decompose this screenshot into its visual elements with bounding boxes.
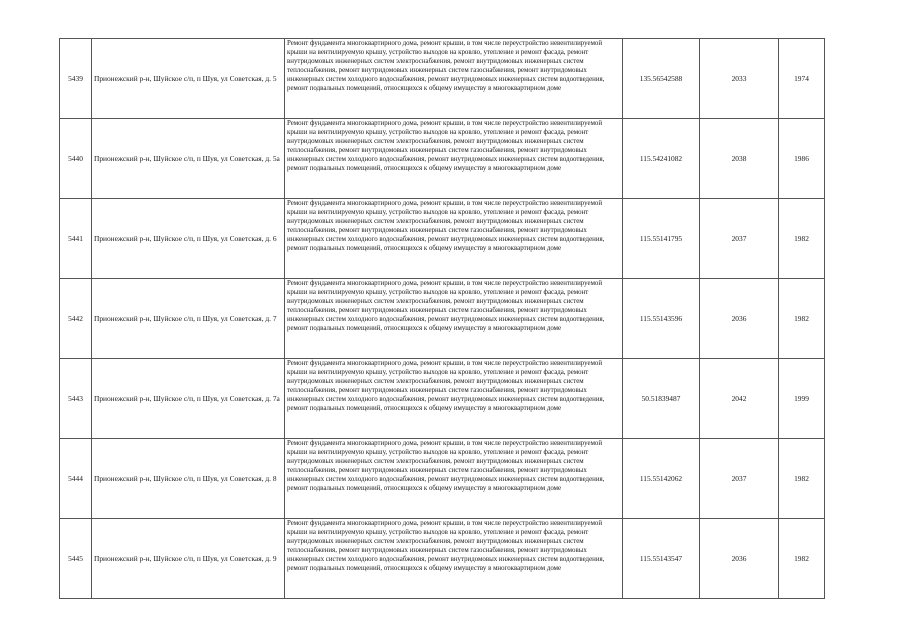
construction-year: 1974 xyxy=(779,39,825,119)
planned-year: 2038 xyxy=(700,119,779,199)
table-body xyxy=(60,39,825,599)
cost-value: 50.51839487 xyxy=(623,359,700,439)
construction-year: 1999 xyxy=(779,359,825,439)
row-number: 5444 xyxy=(60,439,92,519)
construction-year: 1986 xyxy=(779,119,825,199)
building-address: Прионежский р-н, Шуйское с/п, п Шуя, ул Советская, д. 5а xyxy=(92,119,285,199)
building-address: Прионежский р-н, Шуйское с/п, п Шуя, ул Советская, д. 8 xyxy=(92,439,285,519)
cost-value: 115.55141795 xyxy=(623,199,700,279)
planned-year: 2042 xyxy=(700,359,779,439)
repair-works: Ремонт фундамента многоквартирного дома, ремонт крыши, в том числе переустройство невентилируемой крыши на вентилируемую крышу, устройство выходов на кровлю, утепление и ремонт фасада, ремонт внутридомовых инженерных систем электроснабжения, ремонт внутридомовых инженерных систем теплоснабжения, ремонт внутридомовых инженерных систем газоснабжения, ремонт внутридомовых инженерных систем холодного водоснабжения, ремонт внутридомовых инженерных систем водоотведения, ремонт подвальных помещений, относящихся к общему имуществу в многоквартирном доме xyxy=(285,519,623,599)
cost-value: 115.54241082 xyxy=(623,119,700,199)
repair-schedule-table xyxy=(59,38,825,599)
repair-works: Ремонт фундамента многоквартирного дома, ремонт крыши, в том числе переустройство невентилируемой крыши на вентилируемую крышу, устройство выходов на кровлю, утепление и ремонт фасада, ремонт внутридомовых инженерных систем электроснабжения, ремонт внутридомовых инженерных систем теплоснабжения, ремонт внутридомовых инженерных систем газоснабжения, ремонт внутридомовых инженерных систем холодного водоснабжения, ремонт внутридомовых инженерных систем водоотведения, ремонт подвальных помещений, относящихся к общему имуществу в многоквартирном доме xyxy=(285,279,623,359)
building-address: Прионежский р-н, Шуйское с/п, п Шуя, ул Советская, д. 9 xyxy=(92,519,285,599)
construction-year: 1982 xyxy=(779,519,825,599)
table-row xyxy=(60,199,825,279)
construction-year: 1982 xyxy=(779,439,825,519)
row-number: 5440 xyxy=(60,119,92,199)
cost-value: 115.55143547 xyxy=(623,519,700,599)
table-row xyxy=(60,39,825,119)
planned-year: 2033 xyxy=(700,39,779,119)
cost-value: 115.55142062 xyxy=(623,439,700,519)
planned-year: 2037 xyxy=(700,439,779,519)
building-address: Прионежский р-н, Шуйское с/п, п Шуя, ул Советская, д. 7а xyxy=(92,359,285,439)
table-row xyxy=(60,279,825,359)
row-number: 5445 xyxy=(60,519,92,599)
building-address: Прионежский р-н, Шуйское с/п, п Шуя, ул Советская, д. 5 xyxy=(92,39,285,119)
table-row xyxy=(60,439,825,519)
planned-year: 2037 xyxy=(700,199,779,279)
row-number: 5441 xyxy=(60,199,92,279)
row-number: 5439 xyxy=(60,39,92,119)
repair-works: Ремонт фундамента многоквартирного дома, ремонт крыши, в том числе переустройство невентилируемой крыши на вентилируемую крышу, устройство выходов на кровлю, утепление и ремонт фасада, ремонт внутридомовых инженерных систем электроснабжения, ремонт внутридомовых инженерных систем теплоснабжения, ремонт внутридомовых инженерных систем газоснабжения, ремонт внутридомовых инженерных систем холодного водоснабжения, ремонт внутридомовых инженерных систем водоотведения, ремонт подвальных помещений, относящихся к общему имуществу в многоквартирном доме xyxy=(285,359,623,439)
repair-works: Ремонт фундамента многоквартирного дома, ремонт крыши, в том числе переустройство невентилируемой крыши на вентилируемую крышу, устройство выходов на кровлю, утепление и ремонт фасада, ремонт внутридомовых инженерных систем электроснабжения, ремонт внутридомовых инженерных систем теплоснабжения, ремонт внутридомовых инженерных систем газоснабжения, ремонт внутридомовых инженерных систем холодного водоснабжения, ремонт внутридомовых инженерных систем водоотведения, ремонт подвальных помещений, относящихся к общему имуществу в многоквартирном доме xyxy=(285,39,623,119)
building-address: Прионежский р-н, Шуйское с/п, п Шуя, ул Советская, д. 7 xyxy=(92,279,285,359)
building-address: Прионежский р-н, Шуйское с/п, п Шуя, ул Советская, д. 6 xyxy=(92,199,285,279)
repair-works: Ремонт фундамента многоквартирного дома, ремонт крыши, в том числе переустройство невентилируемой крыши на вентилируемую крышу, устройство выходов на кровлю, утепление и ремонт фасада, ремонт внутридомовых инженерных систем электроснабжения, ремонт внутридомовых инженерных систем теплоснабжения, ремонт внутридомовых инженерных систем газоснабжения, ремонт внутридомовых инженерных систем холодного водоснабжения, ремонт внутридомовых инженерных систем водоотведения, ремонт подвальных помещений, относящихся к общему имуществу в многоквартирном доме xyxy=(285,119,623,199)
repair-works: Ремонт фундамента многоквартирного дома, ремонт крыши, в том числе переустройство невентилируемой крыши на вентилируемую крышу, устройство выходов на кровлю, утепление и ремонт фасада, ремонт внутридомовых инженерных систем электроснабжения, ремонт внутридомовых инженерных систем теплоснабжения, ремонт внутридомовых инженерных систем газоснабжения, ремонт внутридомовых инженерных систем холодного водоснабжения, ремонт внутридомовых инженерных систем водоотведения, ремонт подвальных помещений, относящихся к общему имуществу в многоквартирном доме xyxy=(285,199,623,279)
planned-year: 2036 xyxy=(700,519,779,599)
table-row xyxy=(60,519,825,599)
row-number: 5442 xyxy=(60,279,92,359)
table-row xyxy=(60,119,825,199)
cost-value: 115.55143596 xyxy=(623,279,700,359)
construction-year: 1982 xyxy=(779,279,825,359)
planned-year: 2036 xyxy=(700,279,779,359)
table-row xyxy=(60,359,825,439)
construction-year: 1982 xyxy=(779,199,825,279)
repair-works: Ремонт фундамента многоквартирного дома, ремонт крыши, в том числе переустройство невентилируемой крыши на вентилируемую крышу, устройство выходов на кровлю, утепление и ремонт фасада, ремонт внутридомовых инженерных систем электроснабжения, ремонт внутридомовых инженерных систем теплоснабжения, ремонт внутридомовых инженерных систем газоснабжения, ремонт внутридомовых инженерных систем холодного водоснабжения, ремонт внутридомовых инженерных систем водоотведения, ремонт подвальных помещений, относящихся к общему имуществу в многоквартирном доме xyxy=(285,439,623,519)
cost-value: 135.56542588 xyxy=(623,39,700,119)
row-number: 5443 xyxy=(60,359,92,439)
